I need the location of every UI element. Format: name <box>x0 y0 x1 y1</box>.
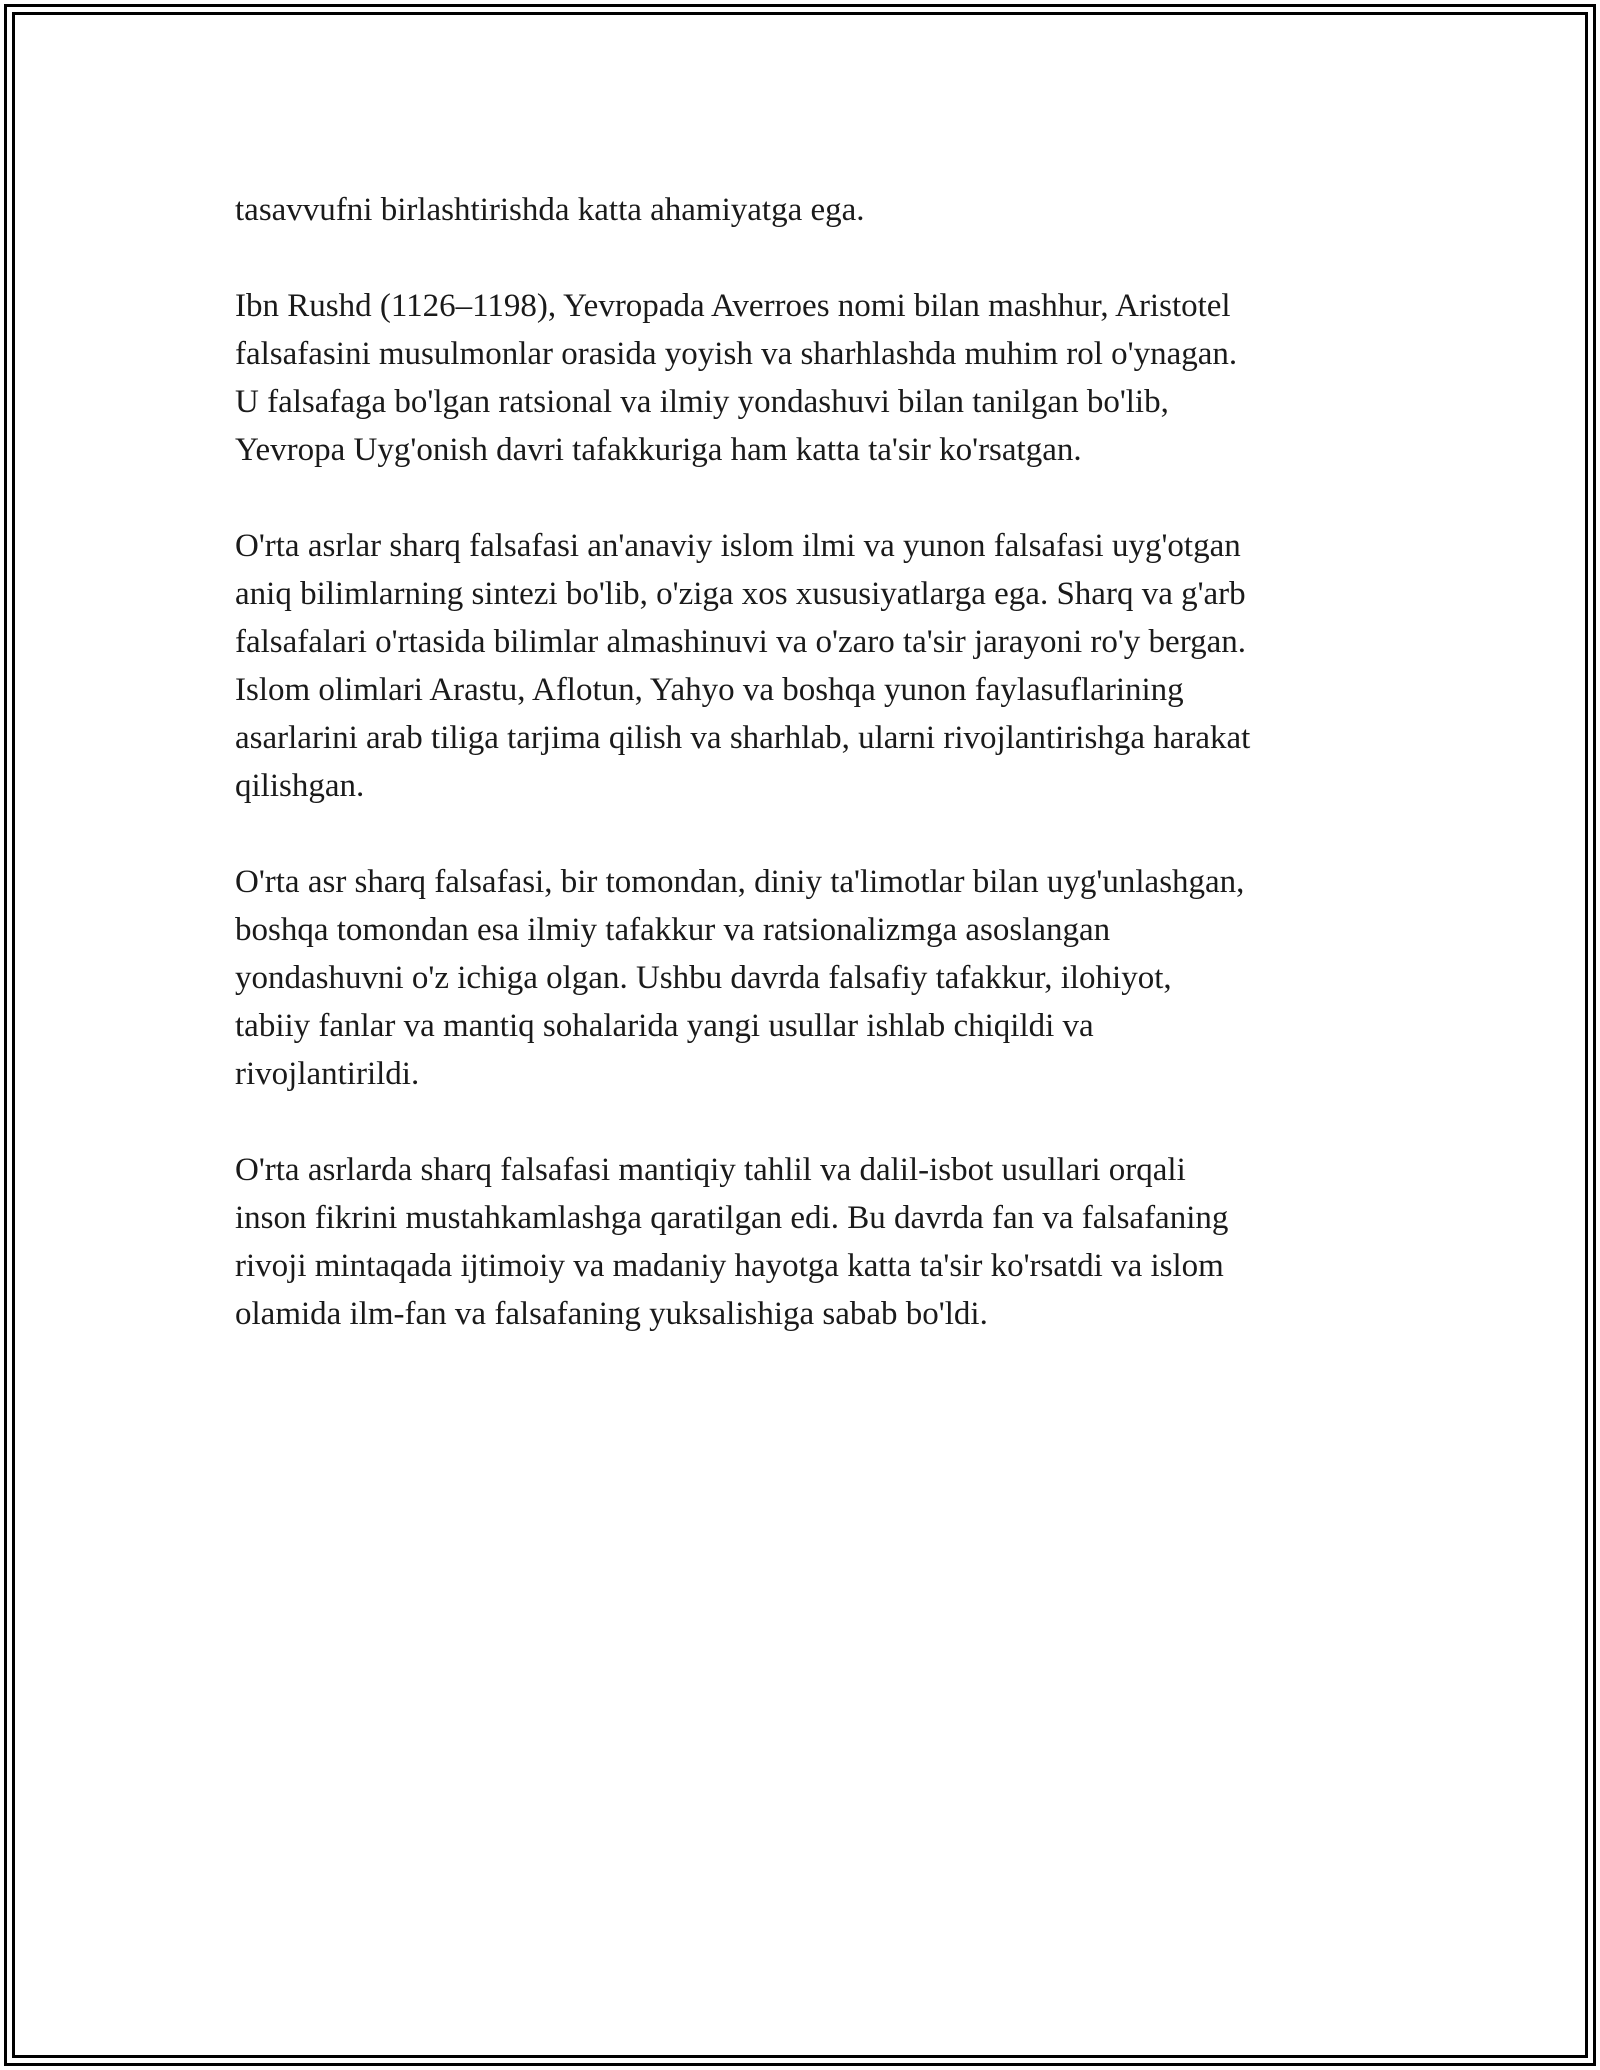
paragraph-ibn-rushd: Ibn Rushd (1126–1198), Yevropada Averroes nomi bilan mashhur, Aristotel falsafasini musulmonlar orasida yoyish va sharhlashda muhim rol o'ynagan. U falsafaga bo'lgan ratsional va ilmiy yondashuvi bilan tanilgan bo'lib, Yevropa Uyg'onish davri tafakkuriga ham katta ta'sir ko'rsatgan. <box>235 288 1238 468</box>
document-body <box>235 186 1380 1386</box>
paragraph-continuation: tasavvufni birlashtirishda katta ahamiyatga ega. <box>235 192 865 228</box>
paragraph-logical-analysis: O'rta asrlarda sharq falsafasi mantiqiy tahlil va dalil-isbot usullari orqali inson fikrini mustahkamlashga qaratilgan edi. Bu davrda fan va falsafaning rivoji mintaqada ijtimoiy va madaniy hayotga katta ta'sir ko'rsatdi va islom olamida ilm-fan va falsafaning yuksalishiga sabab bo'ldi. <box>235 1152 1229 1332</box>
paragraph-medieval-eastern-philosophy: O'rta asrlar sharq falsafasi an'anaviy islom ilmi va yunon falsafasi uyg'otgan aniq bilimlarning sintezi bo'lib, o'ziga xos xususiyatlarga ega. Sharq va g'arb falsafalari o'rtasida bilimlar almashinuvi va o'zaro ta'sir jarayoni ro'y bergan. Islom olimlari Arastu, Aflotun, Yahyo va boshqa yunon faylasuflarining asarlarini arab tiliga tarjima qilish va sharhlab, ularni rivojlantirishga harakat qilishgan. <box>235 528 1251 804</box>
paragraph-religious-and-scientific: O'rta asr sharq falsafasi, bir tomondan, diniy ta'limotlar bilan uyg'unlashgan, boshqa tomondan esa ilmiy tafakkur va ratsionalizmga asoslangan yondashuvni o'z ichiga olgan. Ushbu davrda falsafiy tafakkur, ilohiyot, tabiiy fanlar va mantiq sohalarida yangi usullar ishlab chiqildi va rivojlantirildi. <box>235 864 1245 1092</box>
